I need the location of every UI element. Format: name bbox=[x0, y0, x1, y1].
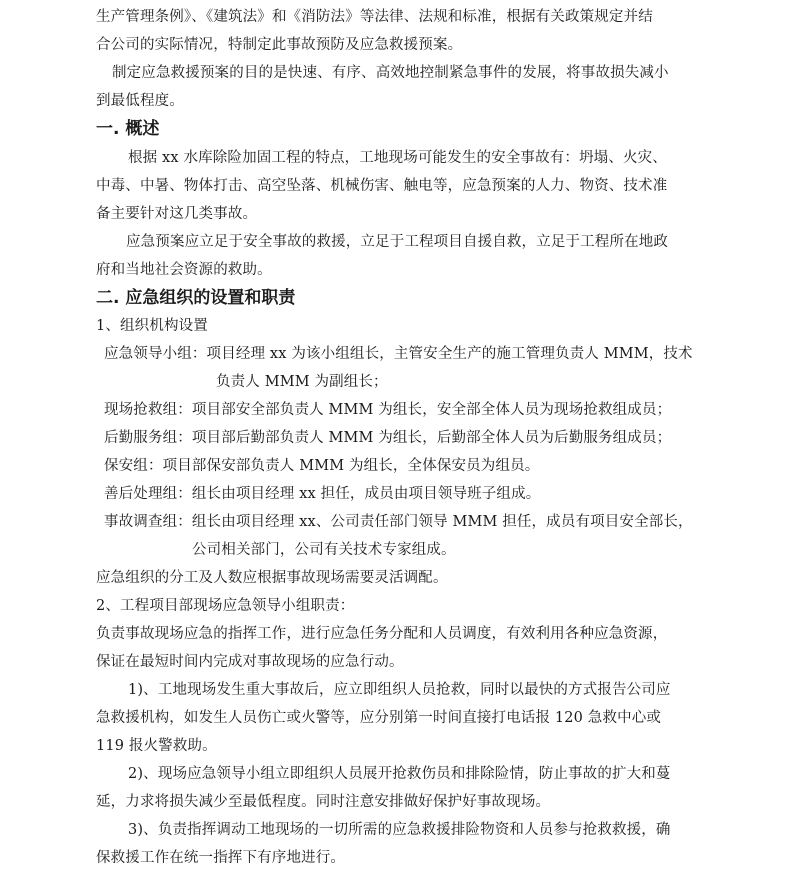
subheading-duties: 2、工程项目部现场应急领导小组职责： bbox=[96, 598, 355, 614]
security-group: 保安组：项目部保安部负责人 MMM 为组长，全体保安员为组员。 bbox=[104, 458, 540, 474]
intro-line-4: 到最低程度。 bbox=[96, 93, 184, 109]
logistics-group: 后勤服务组：项目部后勤部负责人 MMM 为组长，后勤部全体人员为后勤服务组成员； bbox=[104, 430, 672, 446]
rescue-group: 现场抢救组：项目部安全部负责人 MMM 为组长，安全部全体人员为现场抢救组成员； bbox=[104, 402, 672, 418]
intro-line-3: 制定应急救援预案的目的是快速、有序、高效地控制紧急事件的发展，将事故损失减小 bbox=[112, 65, 669, 81]
overview-p1-line-1: 根据 xx 水库除险加固工程的特点，工地现场可能发生的安全事故有：坍塌、火灾、 bbox=[128, 150, 667, 166]
overview-p2-line-1: 应急预案应立足于安全事故的救援，立足于工程项目自援自救，立足于工程所在地政 bbox=[126, 234, 669, 250]
investigation-group-line-2: 公司相关部门，公司有关技术专家组成。 bbox=[192, 542, 456, 558]
overview-p2-line-2: 府和当地社会资源的救助。 bbox=[96, 262, 272, 278]
duty-item-3-line-1: 3)、负责指挥调动工地现场的一切所需的应急救援排险物资和人员参与抢救救援，确 bbox=[128, 822, 671, 838]
investigation-group-line-1: 事故调查组：组长由项目经理 xx、公司责任部门领导 MMM 担任，成员有项目安全部长， bbox=[104, 514, 693, 530]
duty-line-2: 保证在最短时间内完成对事故现场的应急行动。 bbox=[96, 654, 404, 670]
section-heading-organization: 二. 应急组织的设置和职责 bbox=[96, 288, 296, 308]
duty-item-1-line-1: 1)、工地现场发生重大事故后，应立即组织人员抢救，同时以最快的方式报告公司应 bbox=[128, 682, 671, 698]
subheading-structure: 1、组织机构设置 bbox=[96, 318, 208, 334]
duty-item-2-line-2: 延，力求将损失减少至最低程度。同时注意安排做好保护好事故现场。 bbox=[96, 794, 551, 810]
duty-item-2-line-1: 2)、现场应急领导小组立即组织人员展开抢救伤员和排除险情，防止事故的扩大和蔓 bbox=[128, 766, 671, 782]
leader-group-line-2: 负责人 MMM 为副组长； bbox=[216, 374, 388, 390]
allocation-note: 应急组织的分工及人数应根据事故现场需要灵活调配。 bbox=[96, 570, 448, 586]
aftermath-group: 善后处理组：组长由项目经理 xx 担任，成员由项目领导班子组成。 bbox=[104, 486, 541, 502]
duty-item-1-line-2: 急救援机构，如发生人员伤亡或火警等，应分别第一时间直接打电话报 120 急救中心或 bbox=[96, 710, 662, 726]
overview-p1-line-3: 备主要针对这几类事故。 bbox=[96, 206, 258, 222]
section-heading-overview: 一. 概述 bbox=[96, 119, 160, 139]
duty-item-3-line-2: 保救援工作在统一指挥下有序地进行。 bbox=[96, 850, 346, 866]
duty-line-1: 负责事故现场应急的指挥工作，进行应急任务分配和人员调度，有效利用各种应急资源， bbox=[96, 626, 668, 642]
intro-line-1: 生产管理条例》、《建筑法》和《消防法》等法律、法规和标准，根据有关政策规定并结 bbox=[96, 9, 653, 25]
duty-item-1-line-3: 119 报火警救助。 bbox=[96, 738, 217, 754]
intro-line-2: 合公司的实际情况，特制定此事故预防及应急救援预案。 bbox=[96, 37, 463, 53]
overview-p1-line-2: 中毒、中暑、物体打击、高空坠落、机械伤害、触电等，应急预案的人力、物资、技术准 bbox=[96, 178, 668, 194]
leader-group-line-1: 应急领导小组：项目经理 xx 为该小组组长，主管安全生产的施工管理负责人 MMM，技术 bbox=[104, 346, 693, 362]
